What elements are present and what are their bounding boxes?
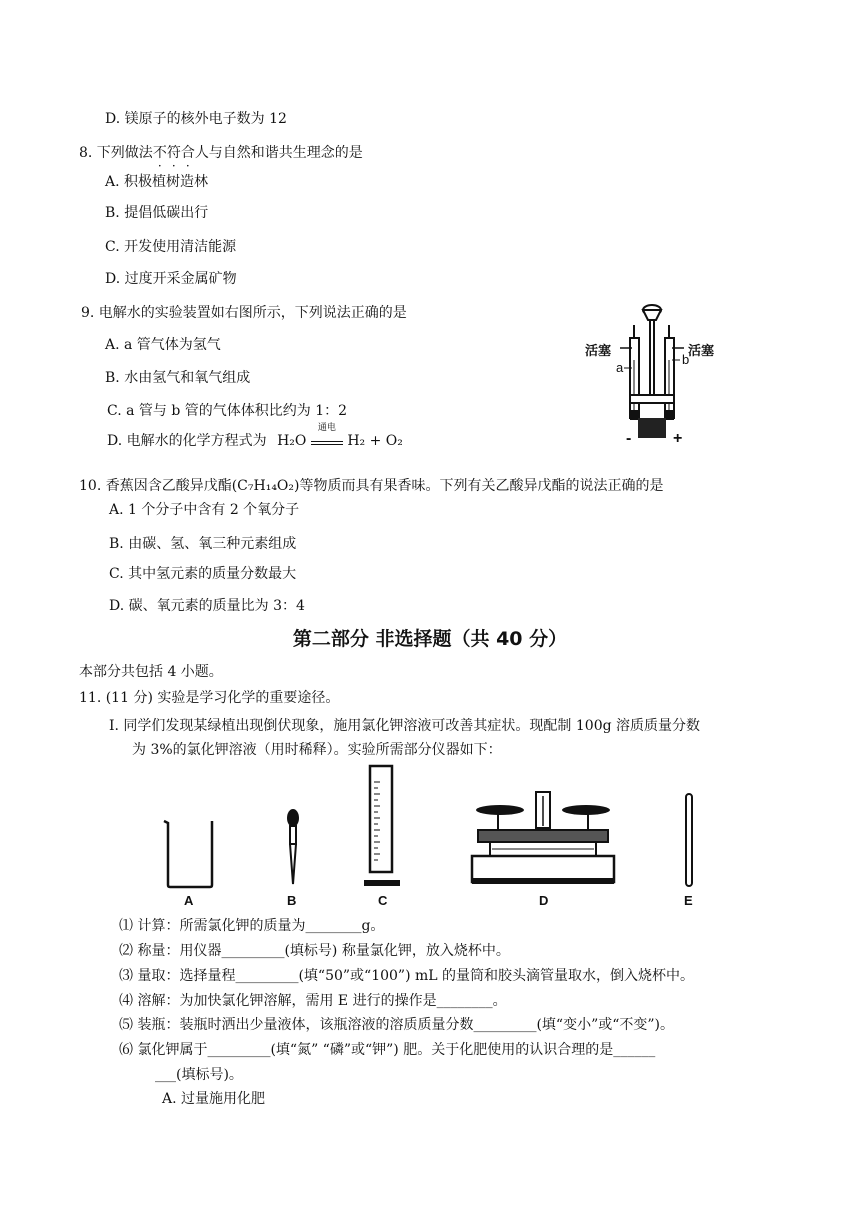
q10-option-c: C. 其中氢元素的质量分数最大 — [109, 566, 297, 582]
q8-option-a: A. 积极植树造林 — [105, 174, 209, 190]
q8-stem — [79, 143, 363, 163]
q9-option-d — [107, 423, 403, 451]
instrument-label-a: A — [184, 893, 194, 908]
q11-sub-6-option-a: A. 过量施用化肥 — [162, 1091, 266, 1107]
q11-stem: 11. (11 分) 实验是学习化学的重要途径。 — [79, 690, 340, 706]
electrolysis-apparatus-diagram — [580, 300, 730, 450]
eq-left: H₂O — [277, 433, 307, 449]
stopcock-right-label: 活塞 — [688, 343, 715, 358]
q8-option-b: B. 提倡低碳出行 — [105, 205, 209, 221]
part2-intro: 本部分共包括 4 小题。 — [79, 664, 223, 680]
beaker-icon — [160, 815, 220, 890]
q11-sub-6: ⑹ 氯化钾属于_________(填“氮” “磷”或“钾”) 肥。关于化肥使用的认识合理的是______ — [119, 1042, 656, 1058]
eq-condition: 通电 — [317, 423, 336, 433]
q9-option-b: B. 水由氢气和氧气组成 — [105, 370, 251, 386]
instrument-label-b: B — [287, 893, 297, 908]
q8-emph-1: 不 — [152, 145, 167, 161]
stopcock-left-label: 活塞 — [585, 343, 612, 358]
q9-option-c: C. a 管与 b 管的气体体积比约为 1：2 — [107, 403, 348, 419]
q11-part1-line1: I. 同学们发现某绿植出现倒伏现象，施用氯化钾溶液可改善其症状。现配制 100g 溶质质量分数 — [109, 718, 701, 734]
q8-stem-pre: 8. 下列做法 — [79, 145, 153, 161]
q10-stem: 10. 香蕉因含乙酸异戊酯(C₇H₁₄O₂)等物质而具有果香味。下列有关乙酸异戊酯的说法正确的是 — [79, 478, 664, 494]
q8-emph-3: 合 — [180, 145, 195, 161]
q9-stem: 9. 电解水的实验装置如右图所示，下列说法正确的是 — [81, 305, 407, 321]
q11-sub-1: ⑴ 计算：所需氯化钾的质量为________g。 — [119, 918, 385, 934]
q11-sub-4: ⑷ 溶解：为加快氯化钾溶解，需用 E 进行的操作是________。 — [119, 993, 507, 1009]
graduated-cylinder-icon — [362, 762, 406, 890]
tube-b-label: b — [682, 352, 690, 367]
q11-sub-3: ⑶ 量取：选择量程_________(填“50”或“100”) mL 的量筒和胶头滴管量取水，倒入烧杯中。 — [119, 968, 695, 984]
q11-sub-5: ⑸ 装瓶：装瓶时洒出少量液体，该瓶溶液的溶质质量分数_________(填“变小”或“不变”)。 — [119, 1017, 675, 1033]
instrument-label-c: C — [378, 893, 388, 908]
instrument-label-e: E — [684, 893, 693, 908]
q10-option-a: A. 1 个分子中含有 2 个氧分子 — [109, 502, 300, 518]
q8-emph-2: 符 — [166, 145, 181, 161]
q8-option-d: D. 过度开采金属矿物 — [105, 271, 237, 287]
plus-label: + — [673, 430, 683, 447]
q8-stem-post: 人与自然和谐共生理念的是 — [194, 145, 363, 161]
q11-sub-2: ⑵ 称量：用仪器_________(填标号) 称量氯化钾，放入烧杯中。 — [119, 943, 510, 959]
q9-option-d-text: D. 电解水的化学方程式为 — [107, 433, 267, 449]
q7-option-d: D. 镁原子的核外电子数为 12 — [105, 111, 287, 127]
q10-option-d: D. 碳、氧元素的质量比为 3：4 — [109, 598, 305, 614]
q8-option-c: C. 开发使用清洁能源 — [105, 239, 237, 255]
eq-arrow — [311, 423, 343, 445]
tube-a-label: a — [616, 360, 624, 375]
part2-title: 第二部分 非选择题（共 40 分） — [292, 628, 568, 650]
glass-rod-icon — [682, 792, 696, 890]
q11-sub-6-cont: ___(填标号)。 — [155, 1067, 243, 1083]
dropper-icon — [280, 808, 306, 888]
minus-label: - — [626, 430, 632, 447]
instrument-label-d: D — [539, 893, 549, 908]
balance-scale-icon — [468, 786, 618, 890]
q10-option-b: B. 由碳、氢、氧三种元素组成 — [109, 536, 297, 552]
q9-option-a: A. a 管气体为氢气 — [105, 337, 221, 353]
q11-part1-line2: 为 3%的氯化钾溶液（用时稀释）。实验所需部分仪器如下： — [132, 742, 502, 758]
eq-right: H₂ + O₂ — [347, 433, 403, 449]
